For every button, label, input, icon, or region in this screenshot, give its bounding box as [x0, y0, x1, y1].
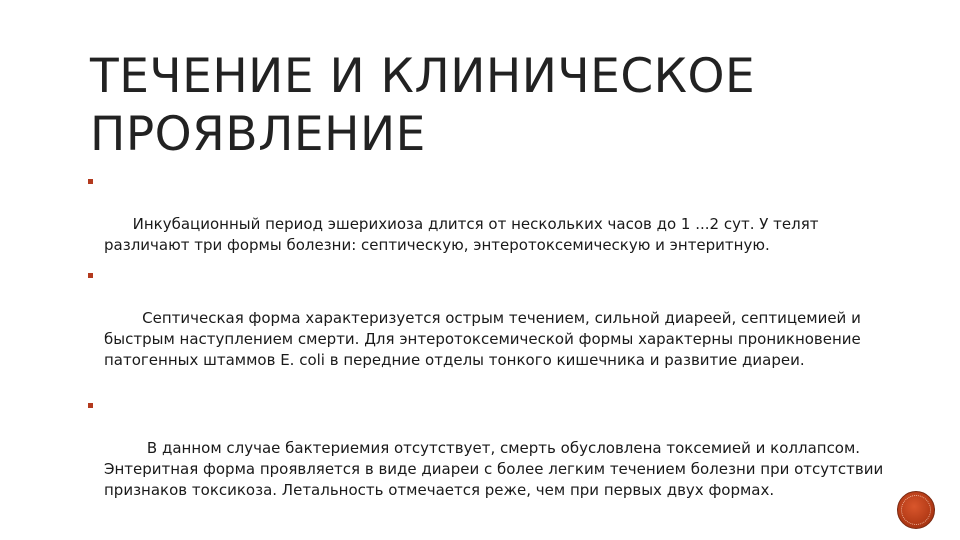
square-bullet-icon [88, 273, 93, 278]
square-bullet-icon [88, 403, 93, 408]
bullet-paragraph-3 [88, 396, 889, 522]
slide-body [88, 172, 889, 499]
slide-title [90, 48, 890, 164]
paragraph-text-1: Инкубационный период эшерихиоза длится от нескольких часов до 1 ...2 сут. У телят различают три формы болезни: септическую, энтеротоксемическую и энтеритную. [104, 215, 824, 254]
bullet-paragraph-2 [88, 266, 884, 392]
paragraph-text-2: Септическая форма характеризуется острым течением, сильной диареей, септицемией и быстрым наступлением смерти. Для энтеротоксемической формы характерны проникновение патогенных штаммов Е. coli в передние отделы тонкого кишечника и развитие диареи. [104, 309, 866, 369]
slide-title-line-2: ПРОЯВЛЕНИЕ [90, 107, 426, 162]
circle-emblem-ring [901, 495, 931, 525]
bullet-paragraph-1 [88, 172, 888, 277]
square-bullet-icon [88, 179, 93, 184]
circle-emblem-icon [897, 491, 935, 529]
paragraph-text-3: В данном случае бактериемия отсутствует, смерть обусловлена токсемией и коллапсом. Энтеритная форма проявляется в виде диареи с более легким течением болезни при отсутствии признаков токсикоза. Летальность отмечается реже, чем при первых двух формах. [104, 439, 889, 499]
slide-title-line-1: ТЕЧЕНИЕ И КЛИНИЧЕСКОЕ [90, 49, 756, 104]
